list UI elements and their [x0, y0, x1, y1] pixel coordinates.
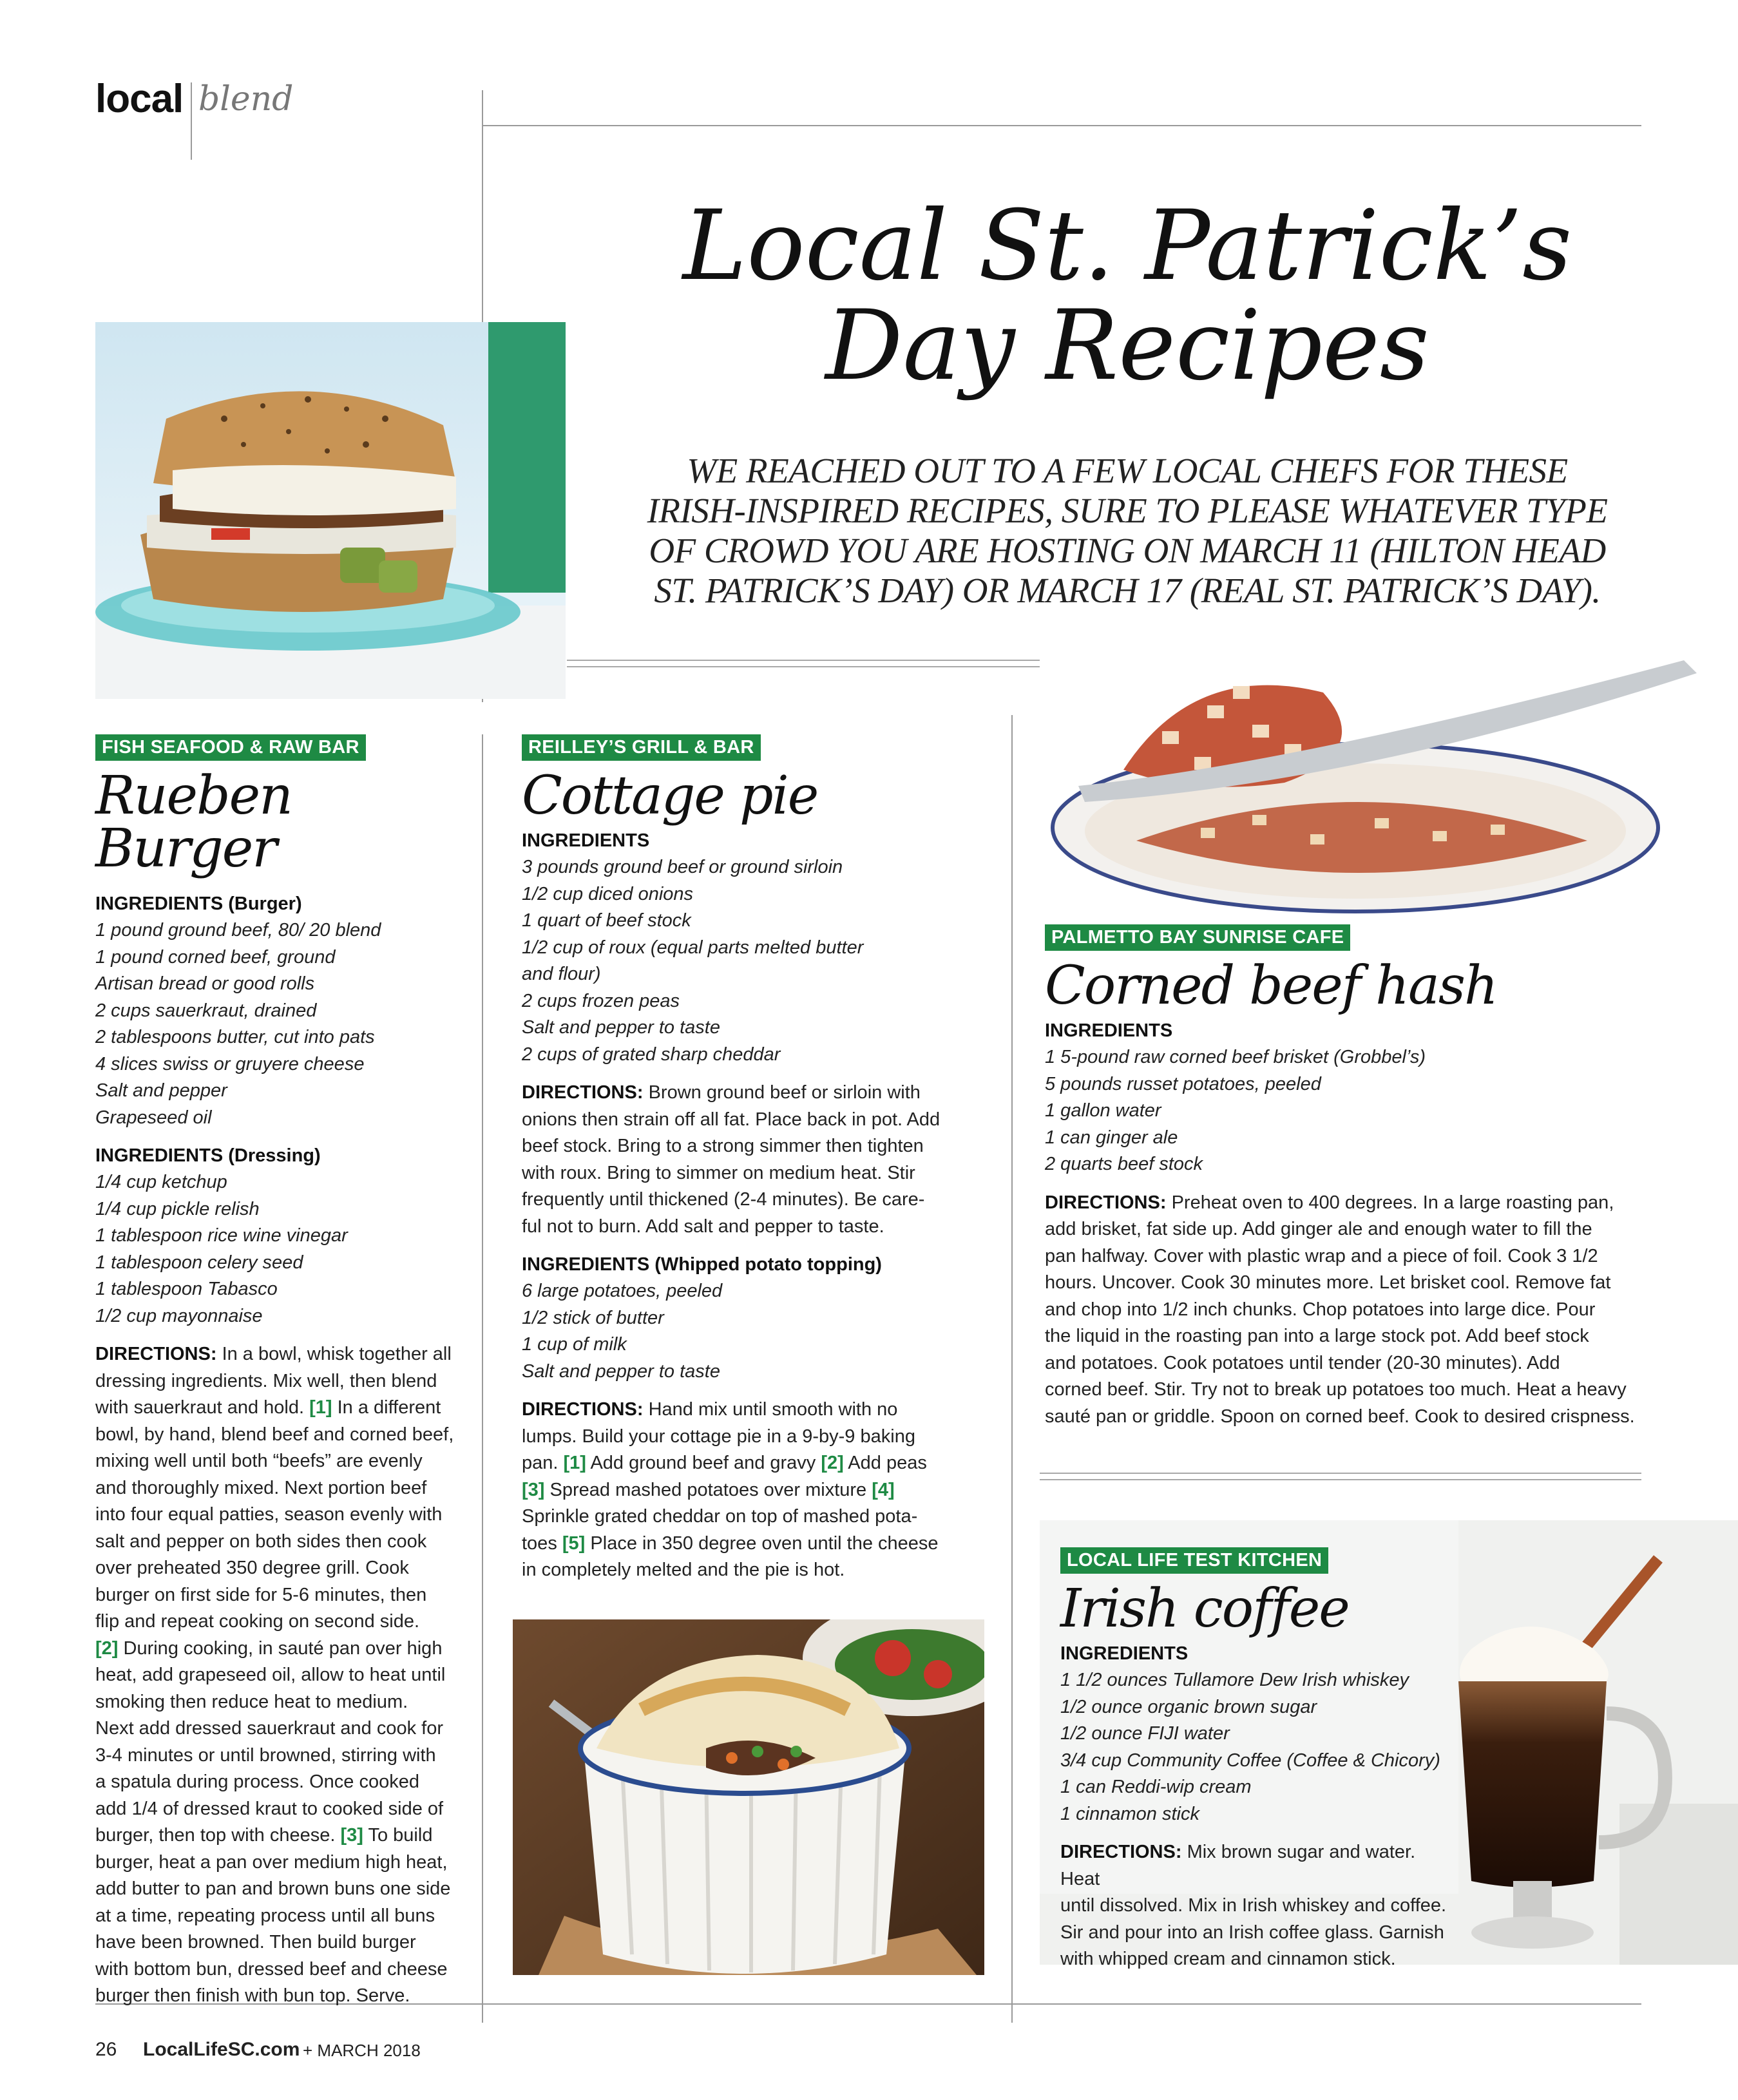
ingredient: Salt and pepper to taste [522, 1360, 720, 1382]
column-rule-2 [1011, 715, 1013, 2023]
ingredient: 5 pounds russet potatoes, peeled [1045, 1073, 1321, 1094]
recipe-title: Irish coffee [1060, 1578, 1349, 1639]
directions-text: lumps. Build your cottage pie in a 9-by-9 baking [522, 1426, 915, 1447]
ingredient: 2 cups frozen peas [522, 990, 680, 1011]
ingredient: and flour) [522, 964, 601, 984]
directions [522, 1397, 998, 1584]
directions-text: frequently until thickened (2-4 minutes). Be care- [522, 1189, 925, 1210]
directions-text: and thoroughly mixed. Next portion beef [95, 1477, 427, 1498]
directions-label: DIRECTIONS: [1060, 1842, 1182, 1862]
ingredient: 6 large potatoes, peeled [522, 1281, 723, 1301]
intro-line: WE REACHED OUT TO A FEW LOCAL CHEFS FOR THESE [687, 451, 1568, 490]
ingredient: 2 cups sauerkraut, drained [95, 1000, 317, 1021]
intro-line: OF CROWD YOU ARE HOSTING ON MARCH 11 (HILTON HEAD [649, 531, 1606, 571]
directions-text: Next add dressed sauerkraut and cook for [95, 1718, 444, 1739]
step-marker: [2] [821, 1453, 844, 1473]
directions-text: Sprinkle grated cheddar on top of mashed pota- [522, 1506, 918, 1527]
directions-label: DIRECTIONS: [95, 1344, 217, 1364]
directions-text: ful not to burn. Add salt and pepper to taste. [522, 1216, 884, 1237]
step-marker: [3] [522, 1479, 545, 1500]
directions-text: and chop into 1/2 inch chunks. Chop potatoes into large dice. Pour [1045, 1299, 1596, 1320]
title-line-1: Local St. Patrick’s [682, 190, 1572, 302]
directions-text: with sauerkraut and hold. [95, 1397, 305, 1418]
ingredient: 1 can ginger ale [1045, 1127, 1178, 1148]
directions [1060, 1839, 1460, 1973]
ingredient: 1 pound corned beef, ground [95, 946, 336, 968]
directions-label: DIRECTIONS: [1045, 1192, 1167, 1213]
directions-text: burger, then top with cheese. [95, 1825, 336, 1846]
directions-text: and potatoes. Cook potatoes until tender (20-30 minutes). Add [1045, 1352, 1560, 1373]
ingredient: 1 tablespoon celery seed [95, 1252, 303, 1273]
directions-text: In a bowl, whisk together all [222, 1344, 452, 1364]
directions-text: burger, heat a pan over medium high heat, [95, 1851, 448, 1873]
directions-text: flip and repeat cooking on second side. [95, 1611, 420, 1632]
restaurant-kicker: REILLEY’S GRILL & BAR [522, 734, 761, 761]
directions-text: salt and pepper on both sides then cook [95, 1531, 427, 1552]
masthead-local: local [95, 77, 184, 121]
directions-label: DIRECTIONS: [522, 1082, 644, 1103]
ingredients-heading: INGREDIENTS [522, 830, 650, 851]
hash-double-rule [1040, 1473, 1641, 1480]
ingredients-heading: INGREDIENTS [1060, 1643, 1189, 1664]
ingredient: 1 can Reddi-wip cream [1060, 1777, 1252, 1797]
ingredients-heading: INGREDIENTS [1045, 1020, 1173, 1041]
directions-text: 3-4 minutes or until browned, stirring with [95, 1744, 436, 1766]
ingredient: 1 cup of milk [522, 1334, 627, 1355]
corned-beef-hash-photo [1040, 635, 1738, 918]
ingredient: 1 tablespoon Tabasco [95, 1279, 278, 1299]
ingredient: 1/2 cup of roux (equal parts melted butter [522, 937, 864, 958]
recipe-corned-beef-hash [1045, 924, 1650, 1430]
masthead-blend: blend [198, 80, 294, 119]
directions-text: add butter to pan and brown buns one side [95, 1878, 451, 1899]
directions-text: During cooking, in sauté pan over high [123, 1637, 443, 1659]
intro-line: IRISH-INSPIRED RECIPES, SURE TO PLEASE WHATEVER TYPE [647, 491, 1608, 531]
directions-text: Place in 350 degree oven until the cheese [590, 1532, 939, 1554]
ingredient: Salt and pepper [95, 1080, 227, 1101]
column-rule-1 [482, 734, 483, 2023]
ingredient: Grapeseed oil [95, 1107, 212, 1128]
directions-text: pan. [522, 1453, 559, 1473]
intro-text [580, 451, 1675, 611]
directions-text: over preheated 350 degree grill. Cook [95, 1558, 409, 1578]
footer-date: + MARCH 2018 [303, 2041, 421, 2060]
ingredient: 1/2 ounce FIJI water [1060, 1723, 1230, 1744]
directions-text: add 1/4 of dressed kraut to cooked side of [95, 1798, 444, 1819]
directions-text: smoking then reduce heat to medium. [95, 1691, 408, 1712]
directions-text: onions then strain off all fat. Place back in pot. Add [522, 1109, 941, 1130]
directions-text: until dissolved. Mix in Irish whiskey and coffee. [1060, 1895, 1447, 1916]
ingredient: 1 quart of beef stock [522, 910, 691, 931]
restaurant-kicker: LOCAL LIFE TEST KITCHEN [1060, 1547, 1328, 1574]
ingredient: 2 quarts beef stock [1045, 1154, 1203, 1174]
directions-text: hours. Uncover. Cook 30 minutes more. Let brisket cool. Remove fat [1045, 1272, 1611, 1293]
step-marker: [1] [309, 1397, 332, 1418]
directions-text: Sir and pour into an Irish coffee glass. Garnish [1060, 1922, 1444, 1943]
directions-text: beef stock. Bring to a strong simmer then tighten [522, 1136, 924, 1156]
directions-text: corned beef. Stir. Try not to break up potatoes too much. Heat a heavy [1045, 1379, 1627, 1400]
ingredient: Salt and pepper to taste [522, 1017, 720, 1038]
ingredient: 1 5-pound raw corned beef brisket (Grobbel’s) [1045, 1047, 1426, 1067]
header-rule [482, 125, 1641, 126]
ingredients-heading: INGREDIENTS (Whipped potato topping) [522, 1254, 882, 1275]
directions-text: in completely melted and the pie is hot. [522, 1560, 845, 1580]
recipe-irish-coffee [1060, 1547, 1460, 1973]
footer-site: LocalLifeSC.com [143, 2039, 300, 2060]
directions-text: To build [368, 1825, 433, 1846]
directions-text: a spatula during process. Once cooked [95, 1771, 419, 1792]
ingredient: 1/4 cup pickle relish [95, 1198, 260, 1219]
restaurant-kicker: PALMETTO BAY SUNRISE CAFE [1045, 924, 1350, 951]
step-marker: [3] [340, 1825, 363, 1846]
ingredient: 1/2 cup mayonnaise [95, 1305, 263, 1326]
directions-text: burger on first side for 5-6 minutes, then [95, 1584, 427, 1605]
directions-text: bowl, by hand, blend beef and corned beef, [95, 1424, 454, 1445]
ingredient: 1/4 cup ketchup [95, 1172, 227, 1192]
ingredient: 1 tablespoon rice wine vinegar [95, 1225, 348, 1246]
title-line-2: Day Recipes [825, 289, 1429, 402]
recipe-title: Rueben Burger [95, 765, 292, 879]
reuben-burger-photo [95, 322, 566, 699]
directions-text: Hand mix until smooth with no [648, 1399, 898, 1420]
ingredient: 1 pound ground beef, 80/ 20 blend [95, 920, 381, 940]
restaurant-kicker: FISH SEAFOOD & RAW BAR [95, 734, 366, 761]
directions-text: Preheat oven to 400 degrees. In a large roasting pan, [1171, 1192, 1614, 1213]
recipe-cottage-pie [522, 734, 998, 1584]
directions-text: Add peas [848, 1453, 927, 1473]
ingredient: 1/2 ounce organic brown sugar [1060, 1696, 1317, 1717]
step-marker: [2] [95, 1637, 119, 1659]
recipe-rueben-burger [95, 734, 469, 2010]
ingredient: 1 cinnamon stick [1060, 1803, 1199, 1824]
step-marker: [4] [872, 1479, 895, 1500]
ingredient: 2 cups of grated sharp cheddar [522, 1044, 781, 1065]
directions-text: pan halfway. Cover with plastic wrap and a piece of foil. Cook 3 1/2 [1045, 1245, 1598, 1266]
directions-text: burger then finish with bun top. Serve. [95, 1985, 410, 2006]
ingredients-heading: INGREDIENTS (Burger) [95, 893, 302, 914]
directions [95, 1341, 469, 2010]
directions-text: heat, add grapeseed oil, allow to heat until [95, 1665, 446, 1685]
cottage-pie-photo [513, 1619, 984, 1975]
directions-text: at a time, repeating process until all buns [95, 1905, 435, 1926]
directions-text: the liquid in the roasting pan into a large stock pot. Add beef stock [1045, 1326, 1589, 1346]
ingredient: 1/2 stick of butter [522, 1307, 664, 1328]
directions-text: Spread mashed potatoes over mixture [549, 1479, 867, 1500]
page-title [580, 190, 1675, 402]
directions-text: In a different [337, 1397, 441, 1418]
recipe-title: Corned beef hash [1045, 955, 1497, 1017]
directions [522, 1080, 998, 1240]
directions-text: Brown ground beef or sirloin with [648, 1082, 921, 1103]
directions-text: add brisket, fat side up. Add ginger ale and enough water to fill the [1045, 1219, 1592, 1239]
directions-text: toes [522, 1532, 557, 1554]
step-marker: [1] [563, 1453, 586, 1473]
ingredient: 3 pounds ground beef or ground sirloin [522, 857, 843, 877]
directions-text: Add ground beef and gravy [590, 1453, 816, 1473]
directions-text: have been browned. Then build burger [95, 1932, 416, 1952]
masthead-divider [191, 82, 192, 160]
directions-text: mixing well until both “beefs” are evenly [95, 1451, 423, 1471]
directions-label: DIRECTIONS: [522, 1399, 644, 1420]
intro-line: ST. PATRICK’S DAY) OR MARCH 17 (REAL ST. PATRICK’S DAY). [654, 571, 1601, 611]
directions-text: with bottom bun, dressed beef and cheese [95, 1958, 448, 1980]
directions [1045, 1190, 1650, 1431]
page-number: 26 [95, 2039, 117, 2060]
ingredients-heading: INGREDIENTS (Dressing) [95, 1145, 321, 1166]
ingredient: Artisan bread or good rolls [95, 973, 315, 994]
directions-text: Mix brown sugar and water. Heat [1060, 1842, 1416, 1889]
ingredient: 1 1/2 ounces Tullamore Dew Irish whiskey [1060, 1670, 1409, 1690]
directions-text: with roux. Bring to simmer on medium heat. Stir [522, 1162, 915, 1183]
ingredient: 4 slices swiss or gruyere cheese [95, 1053, 365, 1074]
directions-text: with whipped cream and cinnamon stick. [1060, 1949, 1396, 1969]
ingredient: 2 tablespoons butter, cut into pats [95, 1027, 375, 1047]
directions-text: dressing ingredients. Mix well, then blend [95, 1370, 437, 1391]
ingredient: 1 gallon water [1045, 1100, 1161, 1121]
recipe-title: Cottage pie [522, 765, 818, 826]
directions-text: into four equal patties, season evenly with [95, 1504, 443, 1525]
step-marker: [5] [562, 1532, 586, 1554]
ingredient: 3/4 cup Community Coffee (Coffee & Chicory) [1060, 1750, 1440, 1771]
directions-text: sauté pan or griddle. Spoon on corned beef. Cook to desired crispness. [1045, 1406, 1635, 1427]
ingredient: 1/2 cup diced onions [522, 883, 694, 904]
